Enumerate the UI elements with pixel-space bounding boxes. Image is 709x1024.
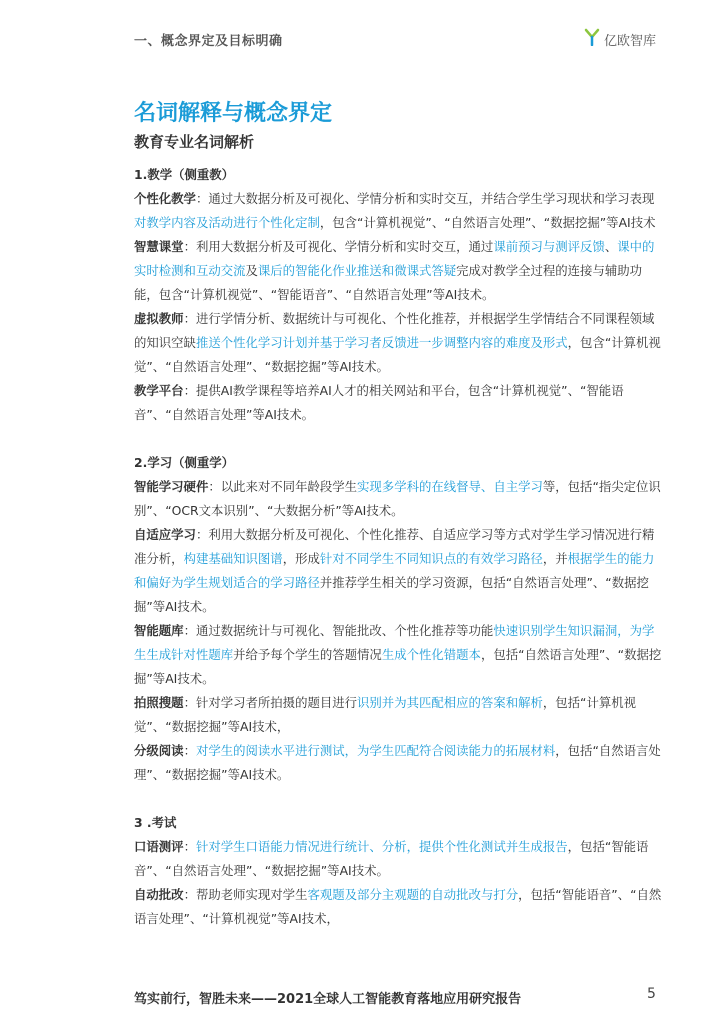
definition-term: 虚拟教师 xyxy=(134,311,184,326)
highlighted-text: 构建基础知识图谱 xyxy=(183,551,283,566)
definition-term: 个性化教学 xyxy=(134,191,196,206)
definition-entry xyxy=(134,235,664,307)
definition-text: ：提供AI教学课程等培养AI人才的相关网站和平台，包含“计算机视觉”、“智能语音”、“自然语言处理”等AI技术。 xyxy=(134,383,624,422)
definition-entry xyxy=(134,835,664,883)
definition-entry xyxy=(134,379,664,427)
definition-text: ：以此来对不同年龄段学生 xyxy=(208,479,358,494)
definition-text: ，并 xyxy=(542,551,568,566)
definition-text: ：针对学习者所拍摄的题目进行 xyxy=(183,695,358,710)
content-body xyxy=(134,163,664,931)
definition-term: 拍照搜题 xyxy=(134,695,184,710)
definition-text: ：利用大数据分析及可视化、学情分析和实时交互，通过 xyxy=(183,239,494,254)
definition-term: 智能学习硬件 xyxy=(134,479,209,494)
highlighted-text: 对学生的阅读水平进行测试，为学生匹配符合阅读能力的拓展材料 xyxy=(195,743,556,758)
highlighted-text: 课中的实时检测和互动交流 xyxy=(134,239,655,278)
highlighted-text: 快速识别学生知识漏洞，为学生生成针对性题库 xyxy=(134,623,655,662)
group-title: 1.教学（侧重教） xyxy=(134,167,235,182)
group-spacer xyxy=(134,787,664,811)
definition-text: ，包括“智能语音”、“自然语言处理”、“数据挖掘”等AI技术。 xyxy=(134,839,649,878)
definition-term: 口语测评 xyxy=(134,839,184,854)
definition-entry xyxy=(134,523,664,619)
page-number: 5 xyxy=(647,986,656,1002)
highlighted-text: 课前预习与测评反馈 xyxy=(493,239,605,254)
definition-term: 自动批改 xyxy=(134,887,184,902)
logo-mark-icon xyxy=(584,28,600,50)
definition-text: ，包括“智能语音”、“自然语言处理”、“计算机视觉”等AI技术， xyxy=(134,887,662,926)
definition-text: ，包含“计算机视觉”、“自然语言处理”、“数据挖掘”等AI技术。 xyxy=(134,335,661,374)
definition-entry xyxy=(134,691,664,739)
logo-text: 亿欧智库 xyxy=(604,33,657,49)
highlighted-text: 生成个性化错题本 xyxy=(381,647,481,662)
definition-text: ，包括“自然语言处理”、“数据挖掘”等AI技术。 xyxy=(134,647,662,686)
definition-entry xyxy=(134,883,664,931)
definition-text: ： xyxy=(183,743,196,758)
definition-entry xyxy=(134,187,664,235)
definition-term: 分级阅读 xyxy=(134,743,184,758)
highlighted-text: 根据学生的能力和偏好为学生规划适合的学习路径 xyxy=(134,551,655,590)
group-title: 2.学习（侧重学） xyxy=(134,455,235,470)
definition-text: 并推荐学生相关的学习资源，包括“自然语言处理”、“数据挖掘”等AI技术。 xyxy=(134,575,649,614)
definition-text: ： xyxy=(183,839,196,854)
highlighted-text: 针对学生口语能力情况进行统计、分析，提供个性化测试并生成报告 xyxy=(195,839,568,854)
page-title: 名词解释与概念界定 xyxy=(134,101,333,126)
definition-text: 完成对教学全过程的连接与辅助功能，包含“计算机视觉”、“智能语音”、“自然语言处理”等AI技术。 xyxy=(134,263,643,302)
definition-text: ：利用大数据分析及可视化、个性化推荐、自适应学习等方式对学生学习情况进行精准分析， xyxy=(134,527,655,566)
definition-term: 智能题库 xyxy=(134,623,184,638)
definition-text: ：帮助老师实现对学生 xyxy=(183,887,308,902)
highlighted-text: 识别并为其匹配相应的答案和解析 xyxy=(357,695,543,710)
definition-text: ，包含“计算机视觉”、“自然语言处理”、“数据挖掘”等AI技术 xyxy=(319,215,656,230)
definition-text: ：通过大数据分析及可视化、学情分析和实时交互，并结合学生学习现状和学习表现 xyxy=(195,191,655,206)
footer-report-title: 笃实前行，智胜未来——2021全球人工智能教育落地应用研究报告 xyxy=(134,992,522,1007)
highlighted-text: 针对不同学生不同知识点的有效学习路径 xyxy=(319,551,543,566)
definition-text: ，包括“自然语言处理”、“数据挖掘”等AI技术。 xyxy=(134,743,661,782)
highlighted-text: 推送个性化学习计划并基于学习者反馈进一步调整内容的难度及形式 xyxy=(195,335,568,350)
header-section-label: 一、概念界定及目标明确 xyxy=(134,34,283,49)
highlighted-text: 对教学内容及活动进行个性化定制 xyxy=(134,215,320,230)
definition-text: 、 xyxy=(604,239,618,254)
highlighted-text: 客观题及部分主观题的自动批改与打分 xyxy=(307,887,519,902)
definition-text: 及 xyxy=(245,263,258,278)
logo xyxy=(584,28,656,50)
definition-entry xyxy=(134,739,664,787)
definition-text: 等，包括“指尖定位识别”、“OCR文本识别”、“大数据分析”等AI技术。 xyxy=(134,479,661,518)
definition-term: 自适应学习 xyxy=(134,527,196,542)
definition-text: ，形成 xyxy=(282,551,320,566)
definition-text: ：通过数据统计与可视化、智能批改、个性化推荐等功能 xyxy=(183,623,494,638)
definition-term: 教学平台 xyxy=(134,383,184,398)
group-title: 3 .考试 xyxy=(134,815,177,830)
definition-text: 并给予每个学生的答题情况 xyxy=(233,647,382,662)
definition-text: ：进行学情分析、数据统计与可视化、个性化推荐，并根据学生学情结合不同课程领域的知识空缺 xyxy=(134,311,655,350)
definition-entry xyxy=(134,475,664,523)
definition-term: 智慧课堂 xyxy=(134,239,184,254)
highlighted-text: 课后的智能化作业推送和微课式答疑 xyxy=(257,263,457,278)
page-subtitle: 教育专业名词解析 xyxy=(134,133,255,151)
definition-entry xyxy=(134,619,664,691)
highlighted-text: 实现多学科的在线督导、自主学习 xyxy=(357,479,543,494)
definition-text: ，包括“计算机视觉”、“数据挖掘”等AI技术， xyxy=(134,695,637,734)
group-spacer xyxy=(134,427,664,451)
definition-entry xyxy=(134,307,664,379)
